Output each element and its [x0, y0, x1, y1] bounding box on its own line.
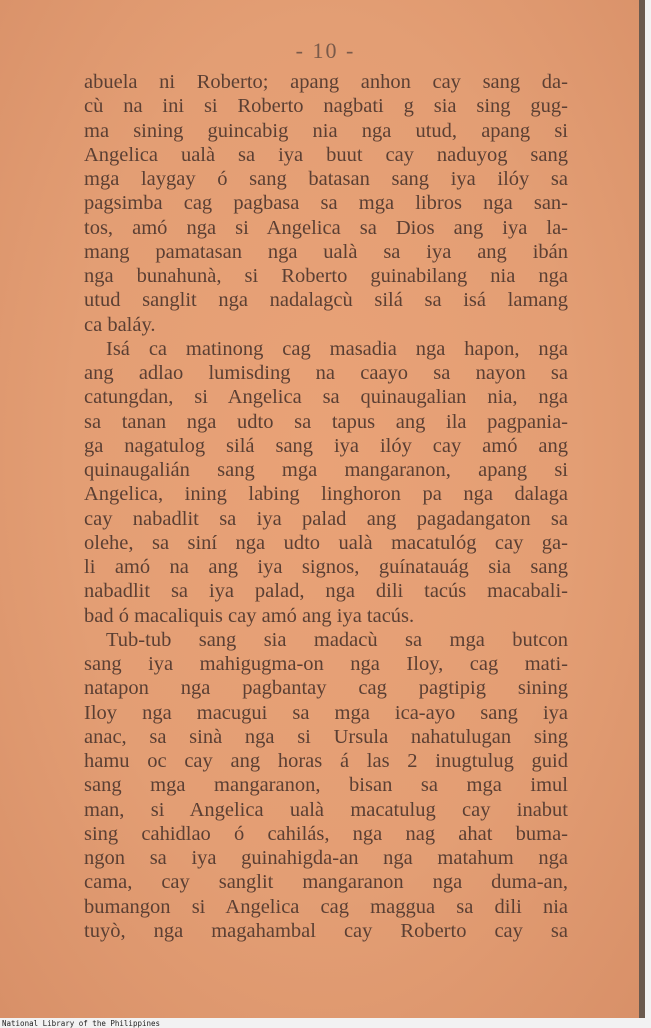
text-line: nga bunahunà, si Roberto guinabilang nia nga	[84, 265, 568, 287]
page-edge	[639, 0, 645, 1018]
text-line: Angelica, ining labing linghoron pa nga dalaga	[84, 483, 568, 506]
text-line: pagsimba cag pagbasa sa mga libros nga san-	[84, 192, 568, 215]
page-number: - 10 -	[295, 38, 356, 63]
paragraph	[84, 628, 568, 943]
text-line: bad ó macaliquis cay amó ang iya tacús.	[84, 604, 415, 627]
text-line: abuela ni Roberto; apang anhon cay sang da-	[84, 71, 568, 93]
body-text	[84, 70, 568, 943]
text-line: cù na ini si Roberto nagbati g sia sing gug-	[84, 95, 568, 118]
text-line: bumangon si Angelica cag maggua sa dili nia	[84, 895, 568, 918]
text-line: anac, sa sinà nga si Ursula nahatulugan sing	[84, 725, 568, 748]
text-line: ang adlao lumisding na caayo sa nayon sa	[84, 362, 568, 384]
text-line: catungdan, si Angelica sa quinaugalian nia, nga	[84, 386, 568, 409]
text-line: sang mga mangaranon, bisan sa mga imul	[84, 774, 568, 797]
text-line: sa tanan nga udto sa tapus ang ila pagpaniа-	[84, 410, 568, 433]
text-line: nabadlit sa iya palad, nga dili tacús macabali-	[84, 580, 568, 603]
library-footer: National Library of the Philippines	[2, 1019, 161, 1028]
text-line: tuyò, nga magahambal cay Roberto cay sa	[84, 919, 568, 942]
text-line: ga nagatulog silá sang iya ilóy cay amó ang	[84, 434, 568, 457]
text-line: ngon sa iya guinahigda-an nga matahum nga	[84, 847, 568, 869]
text-line: Tub-tub sang sia madacù sa mga butcon	[106, 628, 568, 651]
text-line: mang pamatasan nga ualà sa iya ang ibán	[84, 240, 568, 263]
text-line: utud sanglit nga nadalagcù silá sa isá lamang	[84, 289, 568, 312]
text-line: hamu oc cay ang horas á las 2 inugtulug guid	[84, 750, 568, 772]
text-line: li amó na ang iya signos, guínatauág sia sang	[84, 556, 568, 578]
paragraph	[84, 337, 568, 628]
text-line: ma sining guincabig nia nga utud, apang si	[84, 119, 568, 142]
text-line: natapon nga pagbantay cag pagtipig sining	[84, 677, 568, 700]
text-line: mga laygay ó sang batasan sang iya ilóy sa	[84, 168, 568, 190]
text-line: Angelica ualà sa iya buut cay naduyog sang	[84, 143, 568, 166]
text-line: Iloy nga macugui sa mga ica-ayo sang iya	[84, 701, 568, 724]
text-line: tos, amó nga si Angelica sa Dios ang iya la-	[84, 216, 568, 239]
text-line: olehe, sa siní nga udto ualà macatulóg cay ga-	[84, 531, 568, 554]
text-line: cay nabadlit sa iya palad ang pagadangaton sa	[84, 507, 568, 530]
text-line: sing cahidlao ó cahilás, nga nag ahat buma-	[84, 822, 568, 845]
paragraph	[84, 70, 568, 337]
text-line: man, si Angelica ualà macatulug cay inabut	[84, 798, 568, 821]
text-line: quinaugalián sang mga mangaranon, apang si	[84, 459, 568, 481]
text-line: Isá ca matinong cag masadia nga hapon, nga	[106, 337, 568, 360]
text-line: sang iya mahigugma-on nga Iloy, cag mati-	[84, 653, 568, 675]
text-line: cama, cay sanglit mangaranon nga duma-an,	[84, 871, 568, 894]
text-line: ca baláy.	[84, 313, 156, 336]
